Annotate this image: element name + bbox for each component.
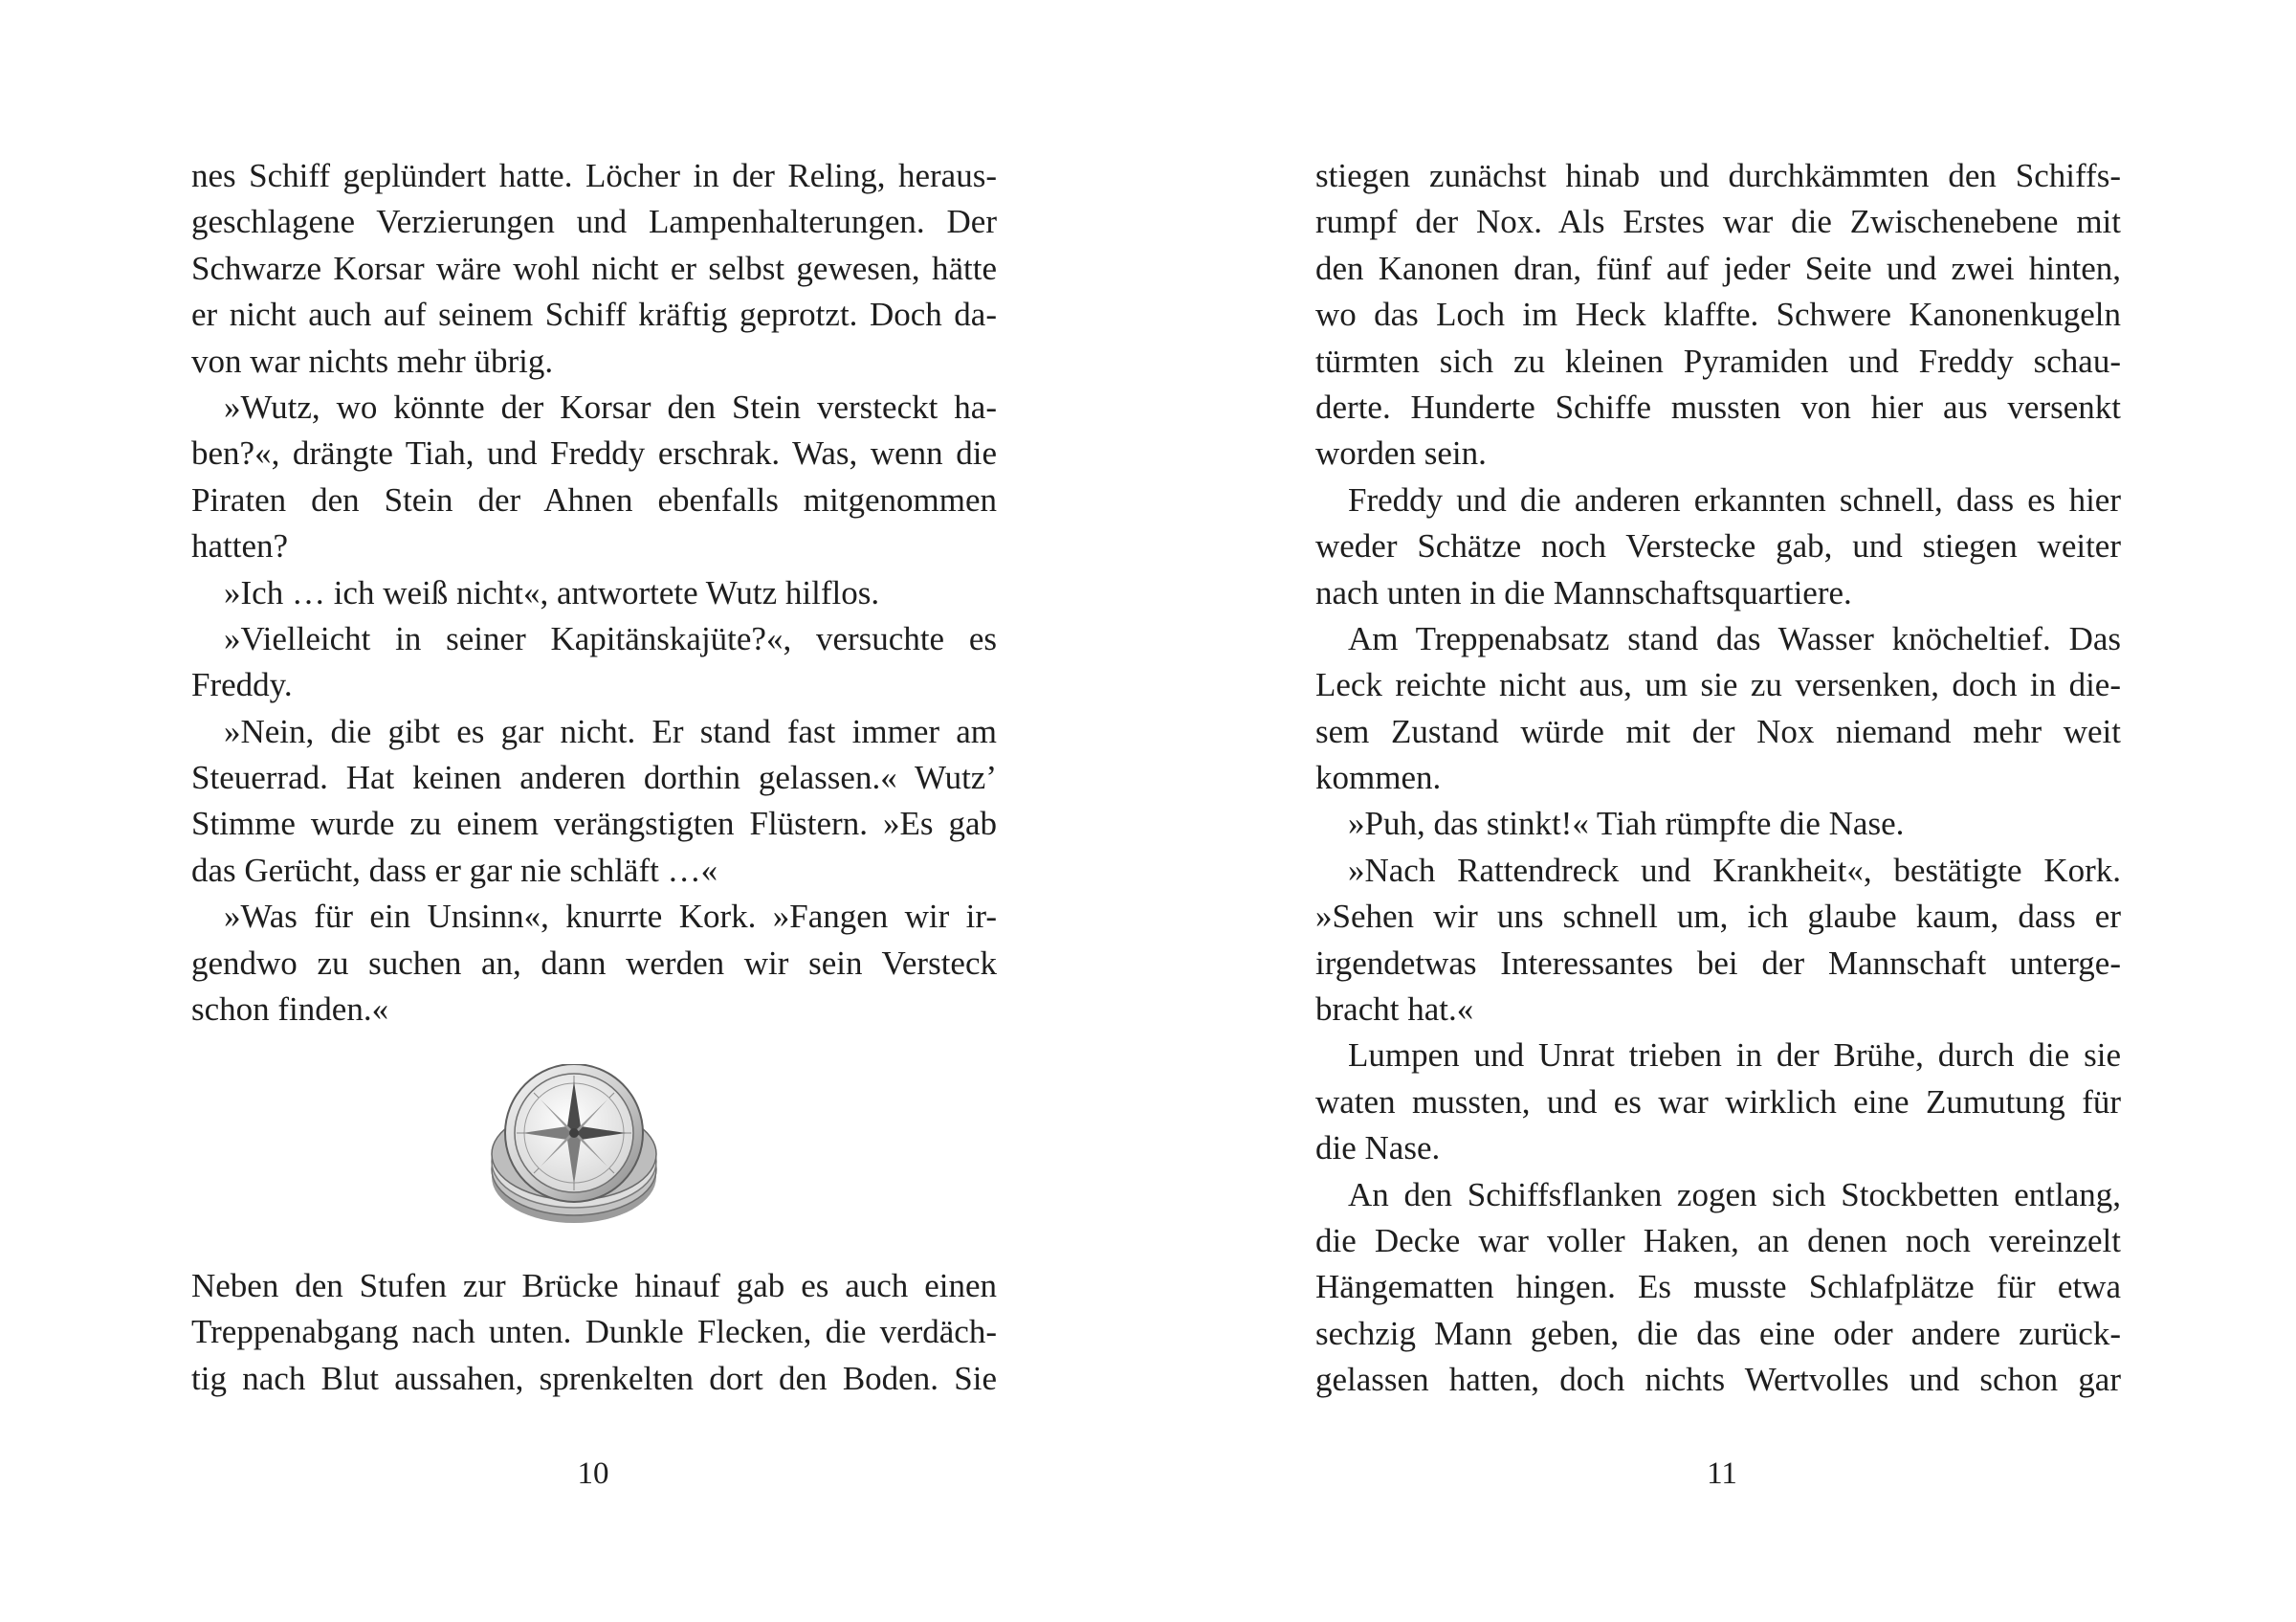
- text-line: gendwo zu suchen an, dann werden wir sein Versteck: [191, 944, 997, 982]
- text-line: Steuerrad. Hat keinen anderen dorthin gelassen.« Wutz’: [191, 759, 997, 797]
- text-line: »Nach Rattendreck und Krankheit«, bestätigte Kork.: [1348, 851, 2121, 889]
- text-line: weder Schätze noch Verstecke gab, und stiegen weiter: [1315, 527, 2121, 566]
- left-page-text-top: [191, 153, 997, 1033]
- right-page: [1148, 0, 2296, 1622]
- text-line: stiegen zunächst hinab und durchkämmten den Schiffs-: [1315, 157, 2121, 194]
- text-line: Piraten den Stein der Ahnen ebenfalls mitgenommen: [191, 480, 997, 519]
- text-line: »Ich … ich weiß nicht«, antwortete Wutz hilflos.: [224, 573, 880, 611]
- right-page-text: [1315, 153, 2121, 1404]
- text-line: Stimme wurde zu einem verängstigten Flüstern. »Es gab: [191, 805, 997, 843]
- text-line: derte. Hunderte Schiffe mussten von hier aus versenkt: [1315, 388, 2121, 426]
- text-line: den Kanonen dran, fünf auf jeder Seite und zwei hinten,: [1315, 249, 2121, 287]
- text-line: ben?«, drängte Tiah, und Freddy erschrak. Was, wenn die: [191, 434, 997, 473]
- text-line: »Vielleicht in seiner Kapitänskajüte?«, versuchte es: [224, 619, 997, 657]
- text-line: Lumpen und Unrat trieben in der Brühe, durch die sie: [1348, 1036, 2121, 1075]
- text-line: kommen.: [1315, 759, 1442, 797]
- text-line: nach unten in die Mannschaftsquartiere.: [1315, 573, 1852, 611]
- text-line: die Decke war voller Haken, an denen noch vereinzelt: [1315, 1221, 2121, 1259]
- text-line: das Gerücht, dass er gar nie schläft …«: [191, 851, 718, 889]
- page-number-right: 11: [1707, 1456, 1737, 1491]
- text-line: wo das Loch im Heck klaffte. Schwere Kanonenkugeln: [1315, 296, 2121, 334]
- text-line: Hängematten hingen. Es musste Schlafplätze für etwa: [1315, 1268, 2121, 1306]
- page-number-left: 10: [577, 1456, 609, 1491]
- text-line: gelassen hatten, doch nichts Wertvolles und schon gar: [1315, 1361, 2121, 1399]
- text-line: Am Treppenabsatz stand das Wasser knöcheltief. Das: [1348, 619, 2121, 657]
- text-line: »Was für ein Unsinn«, knurrte Kork. »Fangen wir ir-: [224, 898, 997, 936]
- text-line: »Nein, die gibt es gar nicht. Er stand fast immer am: [224, 712, 997, 750]
- text-line: schon finden.«: [191, 990, 389, 1029]
- text-line: »Puh, das stinkt!« Tiah rümpfte die Nase.: [1348, 805, 1905, 843]
- text-line: türmten sich zu kleinen Pyramiden und Freddy schau-: [1315, 342, 2121, 380]
- text-line: bracht hat.«: [1315, 990, 1474, 1029]
- compass-icon: [483, 1064, 665, 1232]
- text-line: rumpf der Nox. Als Erstes war die Zwischenebene mit: [1315, 203, 2121, 241]
- text-line: er nicht auch auf seinem Schiff kräftig geprotzt. Doch da-: [191, 296, 997, 334]
- text-line: geschlagene Verzierungen und Lampenhalterungen. Der: [191, 203, 997, 241]
- text-line: Neben den Stufen zur Brücke hinauf gab es auch einen: [191, 1267, 997, 1304]
- text-line: sechzig Mann geben, die das eine oder andere zurück-: [1315, 1314, 2121, 1352]
- text-line: »Sehen wir uns schnell um, ich glaube kaum, dass er: [1315, 898, 2121, 936]
- text-line: »Wutz, wo könnte der Korsar den Stein versteckt ha-: [224, 388, 997, 426]
- text-line: hatten?: [191, 527, 289, 566]
- text-line: Freddy und die anderen erkannten schnell, dass es hier: [1348, 480, 2121, 519]
- text-line: tig nach Blut aussahen, sprenkelten dort den Boden. Sie: [191, 1359, 997, 1397]
- text-line: sem Zustand würde mit der Nox niemand mehr weit: [1315, 712, 2121, 750]
- text-line: waten mussten, und es war wirklich eine Zumutung für: [1315, 1082, 2121, 1121]
- text-line: von war nichts mehr übrig.: [191, 342, 554, 380]
- text-line: irgendetwas Interessantes bei der Mannschaft unterge-: [1315, 944, 2121, 982]
- text-line: worden sein.: [1315, 434, 1487, 473]
- left-page-text-bottom: [191, 1263, 997, 1402]
- text-line: Treppenabgang nach unten. Dunkle Flecken, die verdäch-: [191, 1313, 997, 1351]
- text-line: Freddy.: [191, 666, 293, 704]
- text-line: Leck reichte nicht aus, um sie zu versenken, doch in die-: [1315, 666, 2121, 704]
- text-line: die Nase.: [1315, 1129, 1441, 1167]
- text-line: Schwarze Korsar wäre wohl nicht er selbst gewesen, hätte: [191, 249, 997, 287]
- text-line: An den Schiffsflanken zogen sich Stockbetten entlang,: [1348, 1175, 2121, 1213]
- text-line: nes Schiff geplündert hatte. Löcher in der Reling, heraus-: [191, 157, 997, 194]
